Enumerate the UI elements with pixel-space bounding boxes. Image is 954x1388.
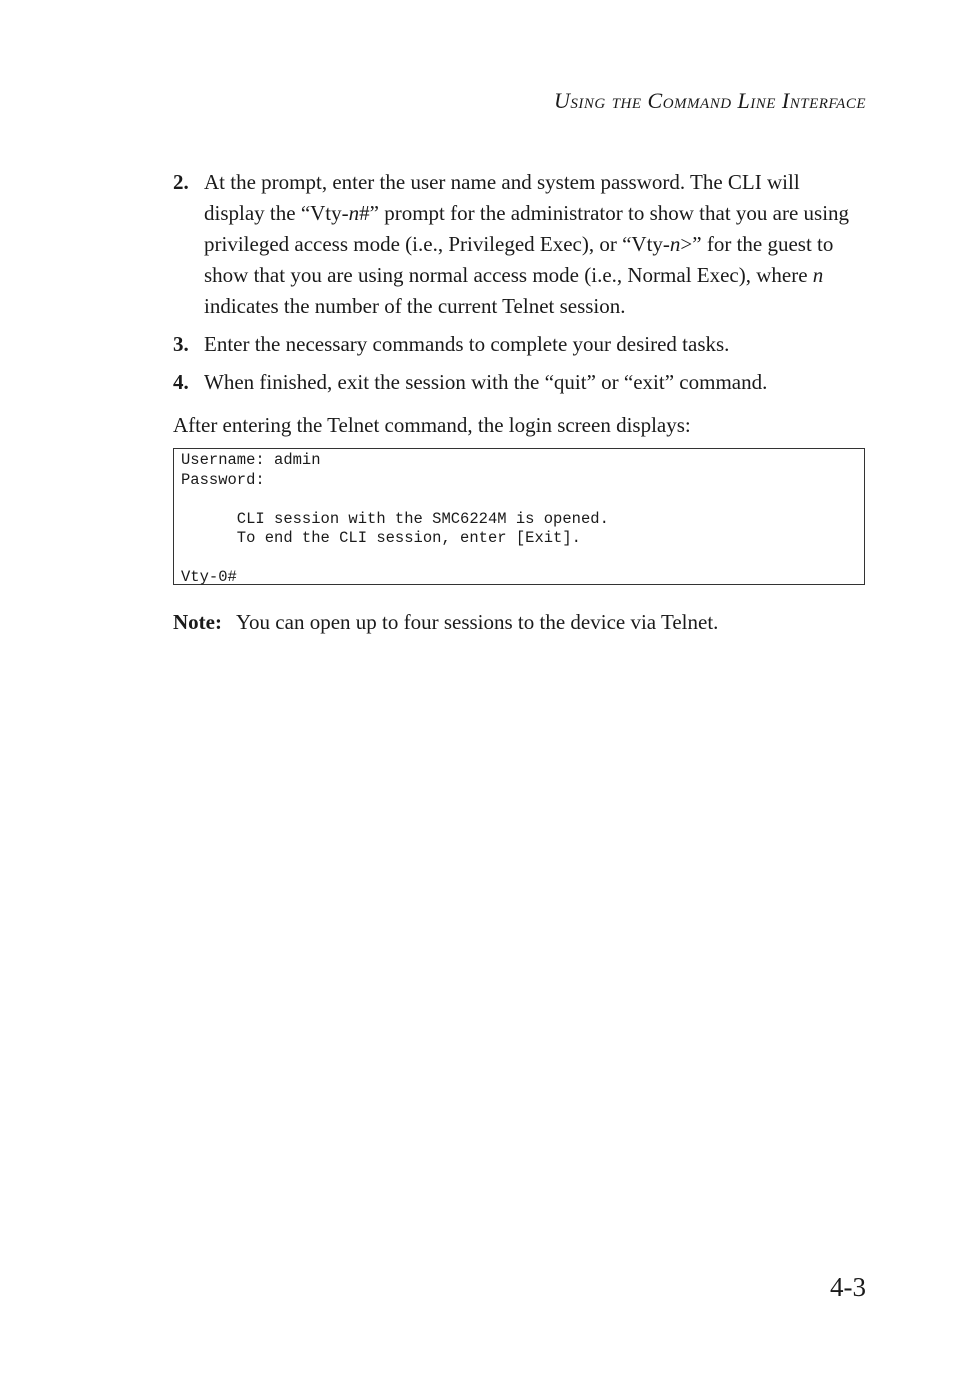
steps-list [173,167,865,398]
step-text: At the prompt, enter the user name and system password. The CLI will display the “Vty- [204,170,800,225]
step-number: 4. [173,370,189,394]
note-label: Note: [173,610,222,634]
step-4 [173,367,865,398]
step-var: n [812,263,824,287]
note [173,607,865,638]
step-var: n [669,232,681,256]
page-content [173,167,865,638]
step-2 [173,167,865,322]
step-text: When finished, exit the session with the “quit” or “exit” command. [204,370,768,394]
step-text: indicates the number of the current Telnet session. [204,294,626,318]
step-3 [173,329,865,360]
step-number: 3. [173,332,189,356]
step-var: n [348,201,360,225]
step-text: >” for the guest to show that you are using normal access mode (i.e., Normal Exec), where [204,232,834,287]
step-text: Enter the necessary commands to complete your desired tasks. [204,332,730,356]
page-number: 4-3 [830,1272,866,1302]
step-text: #” prompt for the administrator to show that you are using privileged access mode (i.e., Privileged Exec), or “Vty- [204,201,850,256]
running-header-title: Using the Command Line Interface [553,88,866,113]
step-number: 2. [173,170,189,194]
note-text: You can open up to four sessions to the device via Telnet. [235,610,719,634]
intro-paragraph: After entering the Telnet command, the login screen displays: [173,413,691,437]
running-header [554,88,866,114]
code-block: Username: admin Password: CLI session with the SMC6224M is opened. To end the CLI session, enter [Exit]. Vty-0# [173,448,865,585]
